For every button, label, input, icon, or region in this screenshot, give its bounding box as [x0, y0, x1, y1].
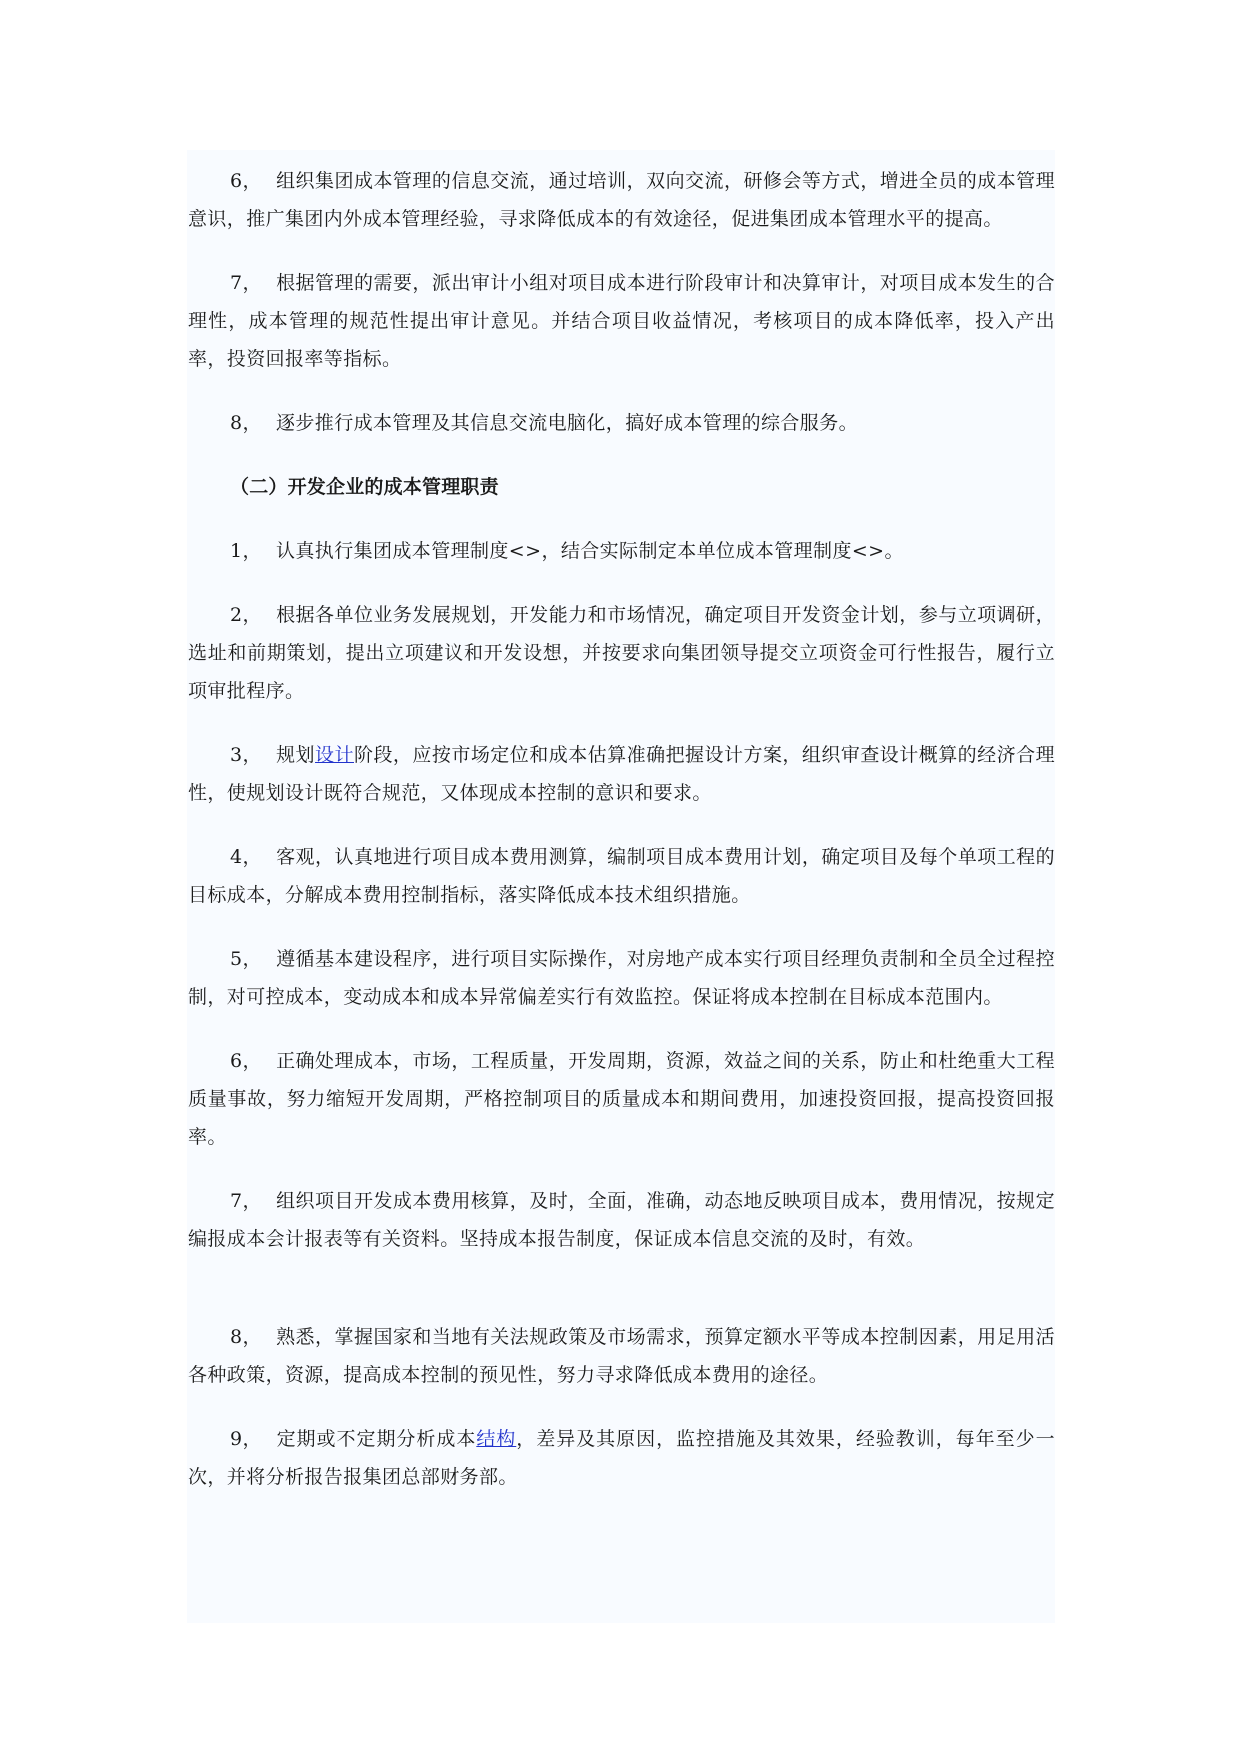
- document-body: [187, 150, 1055, 1623]
- paragraph-text: 组织集团成本管理的信息交流，通过培训，双向交流，研修会等方式，增进全员的成本管理意识，推广集团内外成本管理经验，寻求降低成本的有效途径，促进集团成本管理水平的提高。: [188, 170, 1055, 230]
- item-text-before: 定期或不定期分析成本: [276, 1428, 477, 1450]
- structure-link[interactable]: 结构: [476, 1428, 517, 1450]
- item-4: [188, 838, 1055, 914]
- paragraph-number: 7，: [230, 272, 262, 294]
- paragraph-7: [188, 264, 1055, 378]
- item-number: 2，: [230, 604, 262, 626]
- item-number: 4，: [230, 846, 262, 868]
- paragraph-text: 逐步推行成本管理及其信息交流电脑化，搞好成本管理的综合服务。: [276, 412, 859, 434]
- item-number: 9，: [230, 1428, 262, 1450]
- paragraph-text: 根据管理的需要，派出审计小组对项目成本进行阶段审计和决算审计，对项目成本发生的合理性，成本管理的规范性提出审计意见。并结合项目收益情况，考核项目的成本降低率，投入产出率，投资回报率等指标。: [188, 272, 1055, 370]
- item-2: [188, 596, 1055, 710]
- item-number: 3，: [230, 744, 262, 766]
- paragraph-number: 8，: [230, 412, 262, 434]
- design-link[interactable]: 设计: [315, 744, 354, 766]
- item-text: 根据各单位业务发展规划，开发能力和市场情况，确定项目开发资金计划，参与立项调研，选址和前期策划，提出立项建议和开发设想，并按要求向集团领导提交立项资金可行性报告，履行立项审批程序。: [188, 604, 1055, 702]
- item-7: [188, 1182, 1055, 1258]
- item-text-after: 阶段，应按市场定位和成本估算准确把握设计方案，组织审查设计概算的经济合理性，使规划设计既符合规范，又体现成本控制的意识和要求。: [188, 744, 1055, 804]
- item-9: [188, 1420, 1055, 1496]
- item-number: 6，: [230, 1050, 262, 1072]
- item-text-before: 规划: [276, 744, 316, 766]
- item-1: [188, 532, 1055, 570]
- item-text: 遵循基本建设程序，进行项目实际操作，对房地产成本实行项目经理负责制和全员全过程控制，对可控成本，变动成本和成本异常偏差实行有效监控。保证将成本控制在目标成本范围内。: [188, 948, 1055, 1008]
- paragraph-6: [188, 162, 1055, 238]
- item-text: 正确处理成本，市场，工程质量，开发周期，资源，效益之间的关系，防止和杜绝重大工程质量事故，努力缩短开发周期，严格控制项目的质量成本和期间费用，加速投资回报，提高投资回报率。: [188, 1050, 1055, 1148]
- item-5: [188, 940, 1055, 1016]
- item-text: 组织项目开发成本费用核算，及时，全面，准确，动态地反映项目成本，费用情况，按规定编报成本会计报表等有关资料。坚持成本报告制度，保证成本信息交流的及时，有效。: [188, 1190, 1055, 1250]
- item-text-after: ，差异及其原因，监控措施及其效果，经验教训，每年至少一次，并将分析报告报集团总部财务部。: [188, 1428, 1055, 1488]
- item-text: 客观，认真地进行项目成本费用测算，编制项目成本费用计划，确定项目及每个单项工程的目标成本，分解成本费用控制指标，落实降低成本技术组织措施。: [188, 846, 1055, 906]
- item-6: [188, 1042, 1055, 1156]
- item-number: 1，: [230, 540, 262, 562]
- item-text: 认真执行集团成本管理制度<>，结合实际制定本单位成本管理制度<>。: [276, 540, 904, 562]
- section-heading: （二）开发企业的成本管理职责: [230, 476, 499, 498]
- item-text: 熟悉，掌握国家和当地有关法规政策及市场需求，预算定额水平等成本控制因素，用足用活各种政策，资源，提高成本控制的预见性，努力寻求降低成本费用的途径。: [188, 1326, 1055, 1386]
- paragraph-8: [188, 404, 1055, 442]
- item-3: [188, 736, 1055, 812]
- item-number: 7，: [230, 1190, 262, 1212]
- item-number: 5，: [230, 948, 262, 970]
- item-8: [188, 1318, 1055, 1394]
- paragraph-number: 6，: [230, 170, 262, 192]
- item-number: 8，: [230, 1326, 262, 1348]
